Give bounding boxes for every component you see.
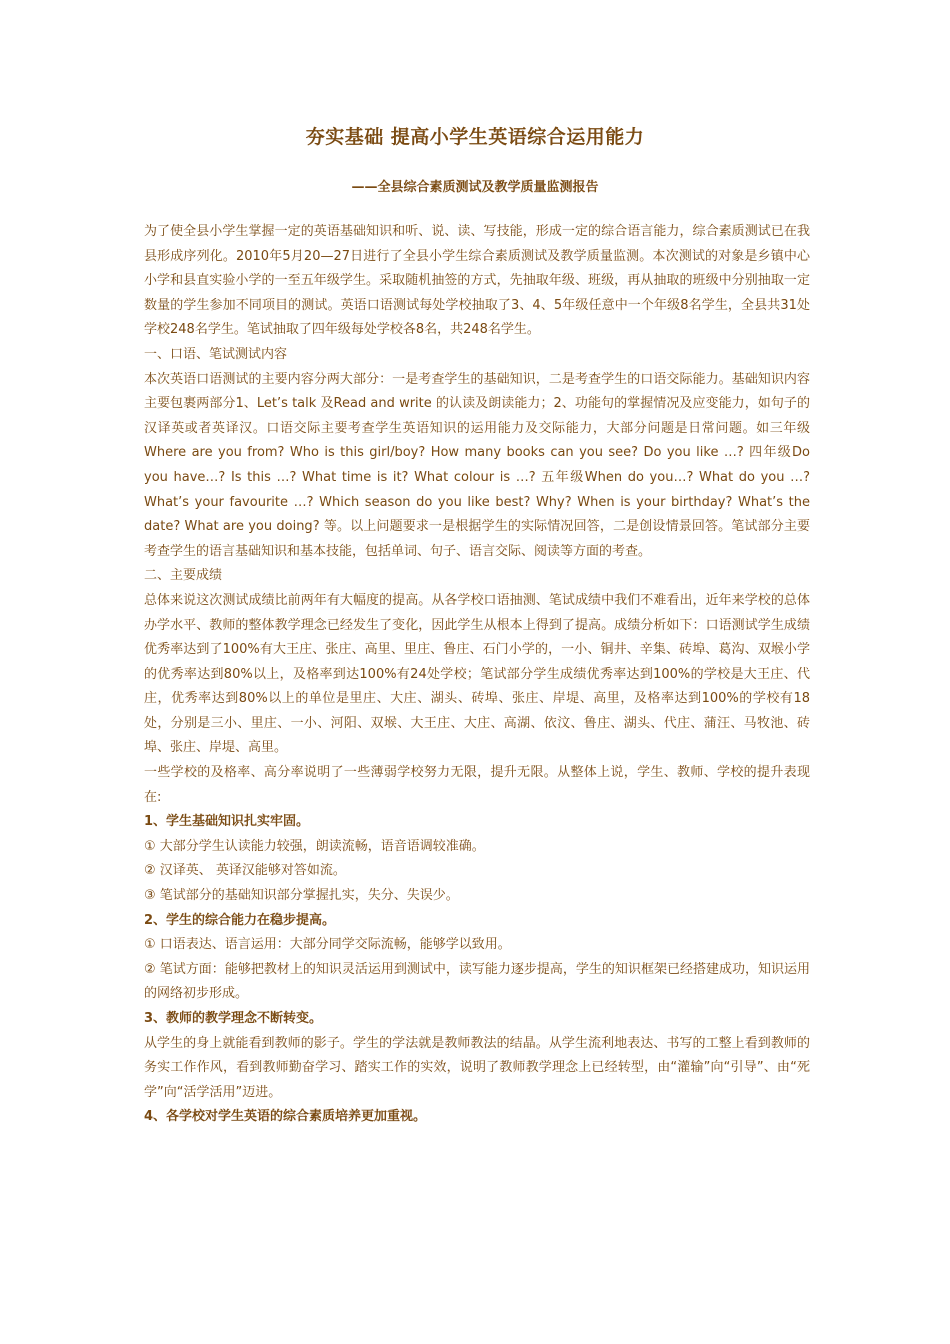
list-item: ① 大部分学生认读能力较强，朗读流畅，语音语调较准确。 <box>144 838 485 854</box>
section-heading-2: 二、主要成绩 <box>144 568 223 584</box>
paragraph-teachers: 从学生的身上就能看到教师的影子。学生的学法就是教师教法的结晶。从学生流利地表达、书写的工整上看到教师的务实工作作风，看到教师勤奋学习、踏实工作的实效，说明了教师教学理念上已经转型，由“灌输”向“引导”、由“死学”向“活学活用”迈进。 <box>144 1035 810 1100</box>
paragraph-results: 总体来说这次测试成绩比前两年有大幅度的提高。从各学校口语抽测、笔试成绩中我们不难看出，近年来学校的总体办学水平、教师的整体教学理念已经发生了变化，因此学生从根本上得到了提高。成绩分析如下：口语测试学生成绩优秀率达到了100%有大王庄、张庄、高里、里庄、鲁庄、石门小学的，一小、铜井、辛集、砖埠、葛沟、双堠小学的优秀率达到80%以上，及格率到达100%有24处学校；笔试部分学生成绩优秀率达到100%的学校是大王庄、代庄，优秀率达到80%以上的单位是里庄、大庄、湖头、砖埠、张庄、岸堤、高里，及格率达到100%的学校有18处，分别是三小、里庄、一小、河阳、双堠、大王庄、大庄、高湖、依汶、鲁庄、湖头、代庄、蒲汪、马牧池、砖埠、张庄、岸堤、高里。 <box>144 592 810 756</box>
paragraph-summary: 一些学校的及格率、高分率说明了一些薄弱学校努力无限，提升无限。从整体上说，学生、教师、学校的提升表现在: <box>144 765 810 805</box>
point-heading-3: 3、教师的教学理念不断转变。 <box>144 1011 323 1026</box>
document-body <box>144 220 810 1130</box>
paragraph-test-content: 本次英语口语测试的主要内容分两大部分：一是考查学生的基础知识，二是考查学生的口语交际能力。基础知识内容主要包裹两部分1、Let’s talk 及Read and write 的认读及朗读能力；2、功能句的掌握情况及应变能力，如句子的汉译英或者英译汉。口语交际主要考查学生英语知识的运用能力及交际能力，大部分问题是日常问题。如三年级Where are you from? Who is this girl/boy? How many books can you see? Do you like …? 四年级Do you have…? Is this …? What time is it? What colour is …? 五年级When do you…? What do you …? What’s your favourite …? Which season do you like best? Why? When is your birthday? What’s the date? What are you doing? 等。以上问题要求一是根据学生的实际情况回答，二是创设情景回答。笔试部分主要考查学生的语言基础知识和基本技能，包括单词、句子、语言交际、阅读等方面的考查。 <box>144 371 810 559</box>
list-item: ① 口语表达、语言运用：大部分同学交际流畅，能够学以致用。 <box>144 937 511 953</box>
point-heading-4: 4、各学校对学生英语的综合素质培养更加重视。 <box>144 1109 427 1125</box>
point-heading-2: 2、学生的综合能力在稳步提高。 <box>144 912 336 928</box>
list-item: ③ 笔试部分的基础知识部分掌握扎实，失分、失误少。 <box>144 888 459 904</box>
page-subtitle: ——全县综合素质测试及教学质量监测报告 <box>351 180 599 195</box>
page-title: 夯实基础 提高小学生英语综合运用能力 <box>305 126 645 148</box>
intro-paragraph: 为了使全县小学生掌握一定的英语基础知识和听、说、读、写技能，形成一定的综合语言能力，综合素质测试已在我县形成序列化。2010年5月20—27日进行了全县小学生综合素质测试及教学质量监测。本次测试的对象是乡镇中心小学和县直实验小学的一至五年级学生。采取随机抽签的方式，先抽取年级、班级，再从抽取的班级中分别抽取一定数量的学生参加不同项目的测试。英语口语测试每处学校抽取了3、4、5年级任意中一个年级8名学生，全县共31处学校248名学生。笔试抽取了四年级每处学校各8名，共248名学生。 <box>144 224 810 338</box>
list-item: ② 汉译英、 英译汉能够对答如流。 <box>144 863 346 879</box>
section-heading-1: 一、口语、笔试测试内容 <box>144 346 288 362</box>
list-item: ② 笔试方面：能够把教材上的知识灵活运用到测试中，读写能力逐步提高，学生的知识框架已经搭建成功，知识运用的网络初步形成。 <box>144 961 810 1002</box>
point-heading-1: 1、学生基础知识扎实牢固。 <box>144 814 310 830</box>
